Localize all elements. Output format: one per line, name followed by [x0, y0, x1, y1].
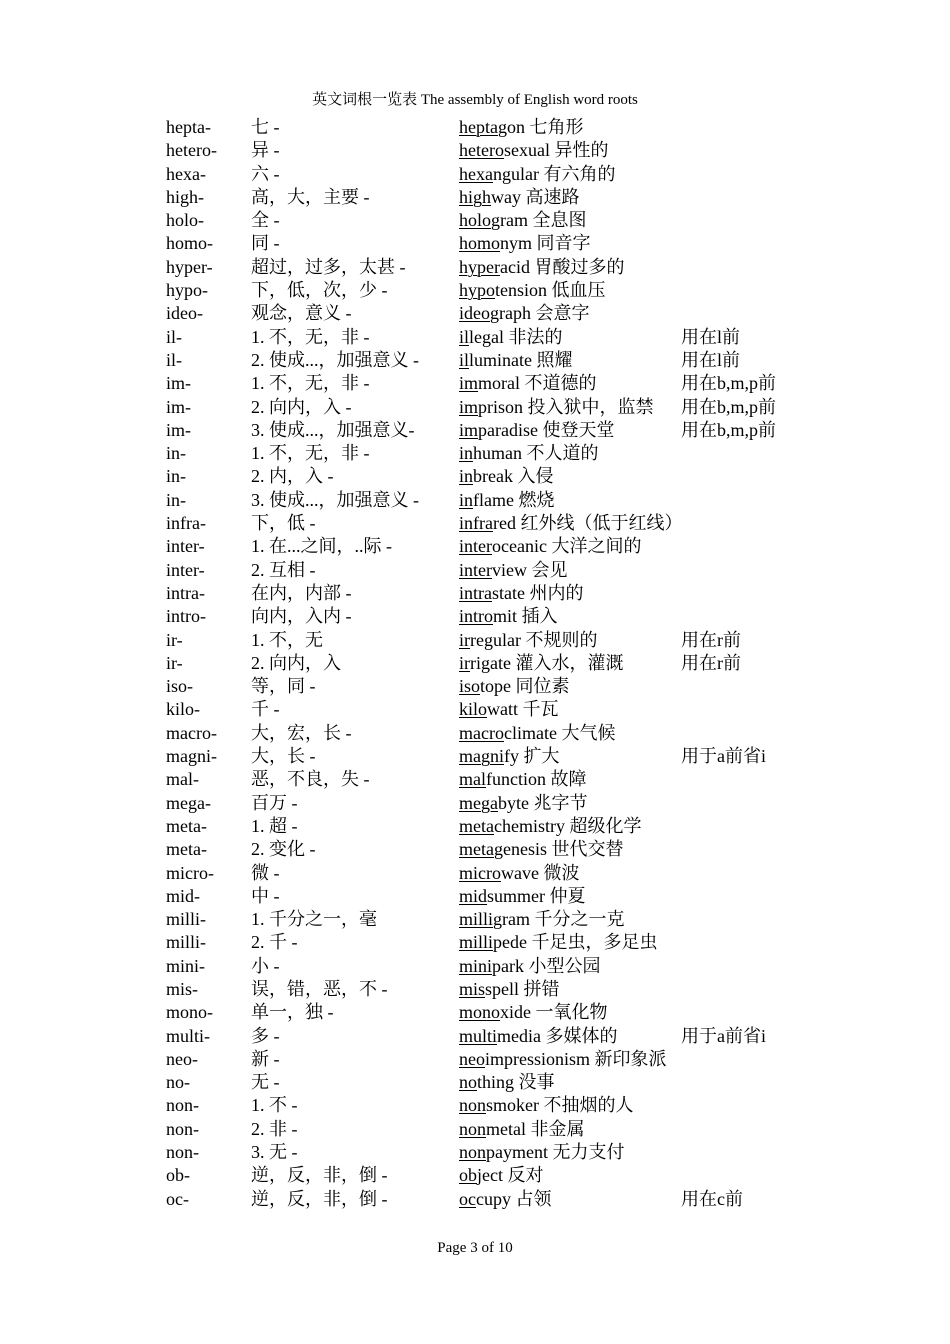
page-header: 英文词根一览表 The assembly of English word roots — [312, 92, 638, 108]
meaning-cell: 同 - — [251, 233, 280, 254]
example-rest: graph 会意字 — [490, 303, 590, 324]
example-rest: smoker 不抽烟的人 — [486, 1095, 634, 1116]
example-rest: genesis 世代交替 — [493, 839, 624, 860]
example-rest: view 会见 — [492, 559, 568, 580]
example-cell — [459, 209, 587, 232]
prefix-cell: inter- — [166, 559, 205, 580]
example-root: hetero — [459, 140, 504, 161]
example-rest: way 高速路 — [491, 186, 580, 207]
meaning-cell: 超过，过多，太甚 - — [251, 256, 406, 277]
example-cell — [459, 722, 615, 745]
example-cell — [459, 1188, 552, 1211]
meaning-cell: 微 - — [251, 862, 280, 883]
table-row — [166, 838, 806, 861]
example-cell — [459, 302, 589, 325]
example-cell — [459, 326, 563, 349]
example-rest: oceanic 大洋之间的 — [492, 536, 642, 557]
table-row — [166, 489, 806, 512]
example-root: meta — [459, 815, 494, 836]
example-root: high — [459, 186, 492, 207]
note-cell: 用在b,m,p前 — [681, 396, 777, 417]
example-root: mono — [459, 1002, 501, 1023]
example-rest: park 小型公园 — [492, 955, 601, 976]
prefix-cell: intro- — [166, 606, 206, 627]
example-rest: paradise 使登天堂 — [478, 419, 615, 440]
table-row — [166, 1118, 806, 1141]
example-cell — [459, 279, 606, 302]
example-rest: ject 反对 — [477, 1165, 544, 1186]
prefix-cell: magni- — [166, 746, 217, 767]
example-rest: legal 非法的 — [469, 326, 563, 347]
example-cell — [459, 1048, 667, 1071]
meaning-cell: 2. 向内，入 — [251, 652, 341, 673]
example-root: mega — [459, 792, 498, 813]
meaning-cell: 2. 变化 - — [251, 839, 316, 860]
table-row — [166, 186, 806, 209]
table-row — [166, 256, 806, 279]
example-root: in — [459, 443, 474, 464]
example-rest: xide 一氧化物 — [500, 1002, 608, 1023]
prefix-cell: il- — [166, 326, 182, 347]
table-row — [166, 815, 806, 838]
example-root: oc — [459, 1188, 476, 1209]
meaning-cell: 2. 使成...，加强意义 - — [251, 349, 419, 370]
table-row — [166, 349, 806, 372]
meaning-cell: 百万 - — [251, 792, 298, 813]
table-row — [166, 605, 806, 628]
example-rest: rigate 灌入水，灌溉 — [470, 652, 624, 673]
example-root: non — [459, 1142, 486, 1163]
note-cell: 用于a前省i — [681, 1025, 766, 1046]
example-root: hexa — [459, 163, 493, 184]
example-cell — [459, 838, 623, 861]
table-row — [166, 279, 806, 302]
table-row — [166, 885, 806, 908]
table-row — [166, 955, 806, 978]
example-cell — [459, 163, 615, 186]
prefix-cell: mid- — [166, 885, 200, 906]
table-row — [166, 652, 806, 675]
example-root: hepta — [459, 117, 498, 137]
prefix-cell: ir- — [166, 652, 183, 673]
example-cell — [459, 792, 587, 815]
prefix-cell: in- — [166, 443, 186, 464]
example-cell — [459, 465, 554, 488]
example-cell — [459, 559, 568, 582]
example-cell — [459, 1118, 584, 1141]
example-cell — [459, 1164, 543, 1187]
table-row — [166, 465, 806, 488]
example-cell — [459, 396, 654, 419]
example-root: neo — [459, 1048, 485, 1069]
table-row — [166, 372, 806, 395]
example-cell — [459, 256, 624, 279]
example-rest: tope 同位素 — [480, 676, 570, 697]
table-row — [166, 1001, 806, 1024]
example-root: intra — [459, 582, 492, 603]
example-cell — [459, 232, 591, 255]
example-cell — [459, 815, 641, 838]
prefix-cell: non- — [166, 1118, 199, 1139]
example-cell — [459, 1001, 608, 1024]
example-cell — [459, 768, 587, 791]
prefix-cell: hepta- — [166, 117, 211, 137]
table-row — [166, 1071, 806, 1094]
example-rest: sexual 异性的 — [503, 140, 609, 161]
example-cell — [459, 349, 573, 372]
meaning-cell: 1. 不，无 — [251, 629, 323, 650]
table-row — [166, 722, 806, 745]
meaning-cell: 2. 非 - — [251, 1118, 298, 1139]
meaning-cell: 大，长 - — [251, 746, 316, 767]
example-rest: tension 低血压 — [495, 280, 606, 301]
meaning-cell: 小 - — [251, 955, 280, 976]
example-cell — [459, 186, 580, 209]
meaning-cell: 2. 内，入 - — [251, 466, 334, 487]
prefix-cell: im- — [166, 396, 191, 417]
prefix-cell: non- — [166, 1142, 199, 1163]
table-row — [166, 1048, 806, 1071]
example-rest: media 多媒体的 — [497, 1025, 618, 1046]
note-cell: 用在l前 — [681, 326, 741, 347]
example-rest: prison 投入狱中，监禁 — [478, 396, 654, 417]
table-row — [166, 139, 806, 162]
table-row — [166, 792, 806, 815]
example-cell — [459, 1025, 618, 1048]
word-root-table — [166, 116, 806, 1211]
note-cell: 用在r前 — [681, 652, 741, 673]
table-row — [166, 559, 806, 582]
table-row — [166, 116, 806, 139]
example-cell — [459, 931, 658, 954]
prefix-cell: mal- — [166, 769, 199, 790]
table-row — [166, 232, 806, 255]
example-rest: thing 没事 — [477, 1072, 555, 1093]
prefix-cell: holo- — [166, 210, 204, 231]
example-root: mid — [459, 885, 488, 906]
table-row — [166, 745, 806, 768]
meaning-cell: 2. 互相 - — [251, 559, 316, 580]
table-row — [166, 535, 806, 558]
prefix-cell: mono- — [166, 1002, 213, 1023]
note-cell: 用在b,m,p前 — [681, 373, 777, 394]
example-rest: mit 插入 — [493, 606, 558, 627]
example-cell — [459, 605, 558, 628]
example-rest: cupy 占领 — [476, 1188, 552, 1209]
example-root: macro — [459, 722, 504, 743]
example-root: im — [459, 396, 479, 417]
example-rest: watt 千瓦 — [487, 699, 559, 720]
prefix-cell: meta- — [166, 815, 207, 836]
prefix-cell: ir- — [166, 629, 183, 650]
table-row — [166, 396, 806, 419]
example-rest: human 不人道的 — [473, 443, 599, 464]
example-root: ir — [459, 629, 470, 650]
example-cell — [459, 1094, 634, 1117]
example-root: non — [459, 1095, 486, 1116]
meaning-cell: 恶，不良，失 - — [251, 769, 370, 790]
prefix-cell: mis- — [166, 978, 199, 999]
meaning-cell: 等，同 - — [251, 676, 316, 697]
table-row — [166, 209, 806, 232]
example-root: in — [459, 466, 474, 487]
example-rest: red 红外线（低于红线） — [492, 513, 683, 534]
prefix-cell: hyper- — [166, 256, 213, 277]
meaning-cell: 下，低 - — [251, 513, 316, 534]
example-root: infra — [459, 513, 493, 534]
table-row — [166, 1141, 806, 1164]
prefix-cell: no- — [166, 1072, 190, 1093]
example-root: no — [459, 1072, 477, 1093]
example-cell — [459, 512, 682, 535]
example-root: inter — [459, 536, 492, 557]
example-rest: impressionism 新印象派 — [485, 1048, 667, 1069]
meaning-cell: 1. 不 - — [251, 1095, 298, 1116]
example-root: iso — [459, 676, 481, 697]
example-rest: chemistry 超级化学 — [493, 815, 642, 836]
example-root: hyper — [459, 256, 500, 277]
meaning-cell: 1. 超 - — [251, 815, 298, 836]
example-cell — [459, 955, 601, 978]
prefix-cell: im- — [166, 373, 191, 394]
example-rest: gram 千分之一克 — [493, 909, 625, 930]
prefix-cell: homo- — [166, 233, 213, 254]
note-cell: 用在c前 — [681, 1188, 743, 1209]
meaning-cell: 六 - — [251, 163, 280, 184]
note-cell: 用在b,m,p前 — [681, 419, 777, 440]
prefix-cell: mega- — [166, 792, 211, 813]
example-cell — [459, 372, 597, 395]
example-rest: gram 全息图 — [491, 210, 587, 231]
meaning-cell: 在内，内部 - — [251, 582, 352, 603]
example-cell — [459, 978, 560, 1001]
example-rest: flame 燃烧 — [473, 489, 555, 510]
prefix-cell: meta- — [166, 839, 207, 860]
table-row — [166, 675, 806, 698]
meaning-cell: 2. 千 - — [251, 932, 298, 953]
example-rest: moral 不道德的 — [478, 373, 597, 394]
prefix-cell: micro- — [166, 862, 214, 883]
table-row — [166, 163, 806, 186]
prefix-cell: iso- — [166, 676, 193, 697]
example-rest: fy 扩大 — [504, 746, 560, 767]
meaning-cell: 异 - — [251, 140, 280, 161]
prefix-cell: ob- — [166, 1165, 190, 1186]
example-cell — [459, 442, 599, 465]
meaning-cell: 新 - — [251, 1048, 280, 1069]
table-row — [166, 1164, 806, 1187]
example-rest: state 州内的 — [492, 582, 584, 603]
example-cell — [459, 1141, 624, 1164]
meaning-cell: 1. 不，无，非 - — [251, 373, 370, 394]
example-root: hypo — [459, 280, 495, 301]
example-rest: summer 仲夏 — [487, 885, 586, 906]
table-row — [166, 908, 806, 931]
example-cell — [459, 419, 614, 442]
prefix-cell: il- — [166, 349, 182, 370]
example-root: multi — [459, 1025, 498, 1046]
example-rest: spell 拼错 — [485, 978, 560, 999]
example-rest: byte 兆字节 — [497, 792, 588, 813]
example-rest: wave 微波 — [501, 862, 580, 883]
prefix-cell: multi- — [166, 1025, 210, 1046]
example-root: milli — [459, 909, 494, 930]
example-root: ob — [459, 1165, 477, 1186]
example-root: il — [459, 326, 470, 347]
meaning-cell: 大，宏，长 - — [251, 722, 352, 743]
example-root: im — [459, 373, 479, 394]
prefix-cell: hypo- — [166, 280, 208, 301]
table-row — [166, 442, 806, 465]
meaning-cell: 1. 在...之间，..际 - — [251, 536, 392, 557]
prefix-cell: oc- — [166, 1188, 189, 1209]
example-cell — [459, 116, 583, 139]
example-cell — [459, 652, 623, 675]
example-rest: payment 无力支付 — [486, 1142, 625, 1163]
example-rest: ngular 有六角的 — [492, 163, 616, 184]
table-row — [166, 582, 806, 605]
meaning-cell: 误，错，恶，不 - — [251, 978, 388, 999]
example-root: mini — [459, 955, 493, 976]
example-root: ideo — [459, 303, 490, 324]
table-row — [166, 629, 806, 652]
prefix-cell: hexa- — [166, 163, 206, 184]
example-root: inter — [459, 559, 492, 580]
example-cell — [459, 582, 584, 605]
table-row — [166, 419, 806, 442]
example-cell — [459, 698, 559, 721]
page-footer: Page 3 of 10 — [437, 1240, 513, 1256]
note-cell: 用于a前省i — [681, 746, 766, 767]
example-cell — [459, 675, 570, 698]
meaning-cell: 向内，入内 - — [251, 606, 352, 627]
example-root: homo — [459, 233, 501, 254]
example-root: milli — [459, 932, 494, 953]
example-rest: acid 胃酸过多的 — [499, 256, 625, 277]
meaning-cell: 1. 不，无，非 - — [251, 443, 370, 464]
note-cell: 用在r前 — [681, 629, 741, 650]
meaning-cell: 逆，反，非，倒 - — [251, 1188, 388, 1209]
example-root: magni — [459, 746, 504, 767]
prefix-cell: intra- — [166, 582, 205, 603]
table-row — [166, 1188, 806, 1211]
example-cell — [459, 139, 608, 162]
example-rest: climate 大气候 — [503, 722, 616, 743]
meaning-cell: 2. 向内，入 - — [251, 396, 352, 417]
table-row — [166, 978, 806, 1001]
example-rest: gon 七角形 — [497, 117, 584, 137]
meaning-cell: 3. 使成...，加强意义- — [251, 419, 415, 440]
table-row — [166, 862, 806, 885]
meaning-cell: 3. 使成...，加强意义 - — [251, 489, 419, 510]
prefix-cell: milli- — [166, 909, 206, 930]
meaning-cell: 高，大，主要 - — [251, 186, 370, 207]
example-root: holo — [459, 210, 492, 231]
meaning-cell: 逆，反，非，倒 - — [251, 1165, 388, 1186]
prefix-cell: im- — [166, 419, 191, 440]
meaning-cell: 七 - — [251, 117, 280, 137]
table-row — [166, 512, 806, 535]
prefix-cell: inter- — [166, 536, 205, 557]
table-row — [166, 1025, 806, 1048]
example-root: ir — [459, 652, 470, 673]
example-rest: metal 非金属 — [486, 1118, 585, 1139]
prefix-cell: in- — [166, 466, 186, 487]
prefix-cell: ideo- — [166, 303, 203, 324]
prefix-cell: non- — [166, 1095, 199, 1116]
prefix-cell: hetero- — [166, 140, 217, 161]
example-cell — [459, 535, 641, 558]
example-root: micro — [459, 862, 501, 883]
meaning-cell: 多 - — [251, 1025, 280, 1046]
meaning-cell: 中 - — [251, 885, 280, 906]
example-root: il — [459, 349, 470, 370]
example-root: im — [459, 419, 479, 440]
example-root: mis — [459, 978, 486, 999]
table-row — [166, 302, 806, 325]
prefix-cell: neo- — [166, 1048, 198, 1069]
example-cell — [459, 489, 555, 512]
example-cell — [459, 908, 625, 931]
example-root: meta — [459, 839, 494, 860]
table-row — [166, 931, 806, 954]
prefix-cell: mini- — [166, 955, 205, 976]
meaning-cell: 千 - — [251, 699, 280, 720]
example-rest: regular 不规则的 — [470, 629, 598, 650]
table-row — [166, 768, 806, 791]
meaning-cell: 无 - — [251, 1072, 280, 1093]
example-rest: break 入侵 — [473, 466, 554, 487]
example-rest: function 故障 — [486, 769, 587, 790]
table-row — [166, 326, 806, 349]
meaning-cell: 1. 不，无，非 - — [251, 326, 370, 347]
note-cell: 用在l前 — [681, 349, 741, 370]
table-row — [166, 698, 806, 721]
example-root: intro — [459, 606, 493, 627]
meaning-cell: 观念，意义 - — [251, 303, 352, 324]
example-cell — [459, 885, 586, 908]
prefix-cell: macro- — [166, 722, 217, 743]
prefix-cell: milli- — [166, 932, 206, 953]
meaning-cell: 3. 无 - — [251, 1142, 298, 1163]
meaning-cell: 下，低，次，少 - — [251, 280, 388, 301]
prefix-cell: high- — [166, 186, 204, 207]
example-root: mal — [459, 769, 486, 790]
example-rest: luminate 照耀 — [469, 349, 573, 370]
prefix-cell: kilo- — [166, 699, 200, 720]
table-row — [166, 1094, 806, 1117]
meaning-cell: 单一，独 - — [251, 1002, 334, 1023]
example-root: kilo — [459, 699, 488, 720]
example-cell — [459, 1071, 555, 1094]
meaning-cell: 1. 千分之一，毫 — [251, 909, 377, 930]
example-root: non — [459, 1118, 486, 1139]
example-rest: pede 千足虫，多足虫 — [493, 932, 658, 953]
example-cell — [459, 745, 560, 768]
example-cell — [459, 862, 579, 885]
prefix-cell: infra- — [166, 513, 206, 534]
example-rest: nym 同音字 — [500, 233, 591, 254]
meaning-cell: 全 - — [251, 210, 280, 231]
prefix-cell: in- — [166, 489, 186, 510]
example-cell — [459, 629, 597, 652]
example-root: in — [459, 489, 474, 510]
